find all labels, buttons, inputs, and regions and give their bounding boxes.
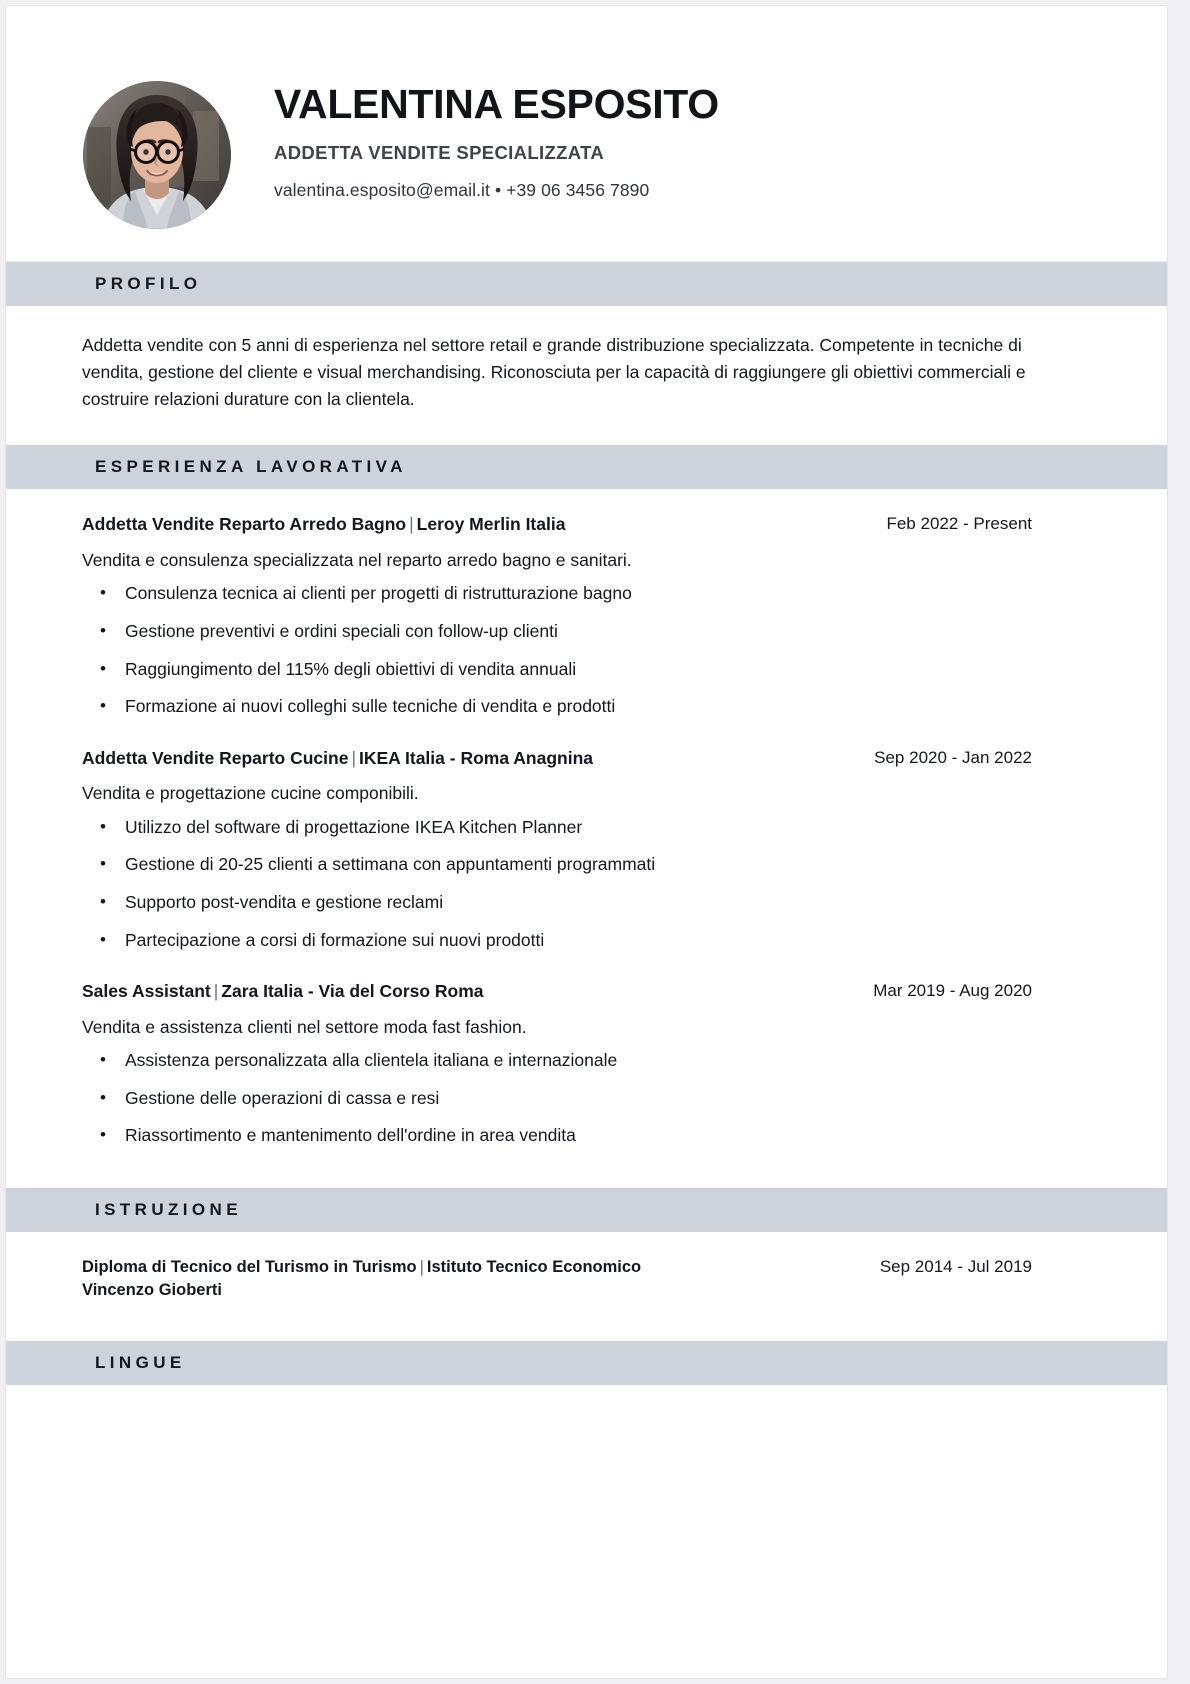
experience-entry [82, 980, 1032, 1148]
entry-title [82, 747, 854, 769]
entry-header [82, 747, 1032, 769]
bullet-icon: • [100, 854, 106, 874]
entry-role: Addetta Vendite Reparto Arredo Bagno [82, 514, 407, 535]
entry-title [82, 980, 853, 1002]
section-title: ISTRUZIONE [95, 1199, 242, 1219]
bullet-icon: • [100, 658, 106, 678]
contact-line: valentina.esposito@email.it • +39 06 3456 7890 [274, 179, 650, 200]
list-item [82, 1049, 1032, 1073]
entry-title [82, 1256, 642, 1302]
entry-bullet-list [82, 1049, 1032, 1148]
list-item [82, 891, 1032, 915]
entry-role: Sales Assistant [82, 981, 211, 1002]
section-title: ESPERIENZA LAVORATIVA [95, 457, 407, 477]
entry-bullet-list [82, 582, 1032, 719]
list-item-text: Assistenza personalizzata alla clientela italiana e internazionale [125, 1050, 618, 1071]
entry-separator: | [419, 1257, 424, 1276]
bullet-icon: • [100, 696, 106, 716]
list-item-text: Gestione delle operazioni di cassa e resi [125, 1087, 440, 1108]
list-item [82, 1124, 1032, 1148]
list-item [82, 658, 1032, 682]
list-item-text: Gestione di 20-25 clienti a settimana con appuntamenti programmati [125, 854, 656, 875]
job-title: ADDETTA VENDITE SPECIALIZZATA [274, 141, 605, 163]
bullet-icon: • [100, 620, 106, 640]
entry-company: IKEA Italia - Roma Anagnina [358, 747, 593, 768]
list-item [82, 929, 1032, 953]
list-item-text: Consulenza tecnica ai clienti per progetti di ristrutturazione bagno [125, 583, 632, 604]
list-item [82, 816, 1032, 840]
bullet-icon: • [100, 816, 106, 836]
entry-description: Vendita e assistenza clienti nel settore moda fast fashion. [82, 1016, 527, 1037]
bullet-icon: • [100, 1125, 106, 1145]
bullet-icon: • [100, 891, 106, 911]
section-title: LINGUE [95, 1353, 186, 1373]
list-item [82, 620, 1032, 644]
entry-header [82, 513, 1032, 535]
list-item-text: Supporto post-vendita e gestione reclami [125, 891, 444, 912]
entry-separator: | [409, 514, 414, 535]
avatar [83, 81, 231, 229]
experience-entry [82, 513, 1032, 718]
entry-dates: Sep 2020 - Jan 2022 [874, 747, 1032, 767]
experience-entry [82, 747, 1032, 952]
list-item-text: Gestione preventivi e ordini speciali con follow-up clienti [125, 620, 558, 641]
list-item-text: Riassortimento e mantenimento dell'ordine in area vendita [125, 1125, 576, 1146]
education-entry [82, 1256, 1032, 1302]
list-item-text: Utilizzo del software di progettazione IKEA Kitchen Planner [125, 816, 583, 837]
entry-dates: Mar 2019 - Aug 2020 [873, 981, 1032, 1001]
languages-section-body [6, 1385, 1167, 1509]
bullet-icon: • [100, 929, 106, 949]
entry-header [82, 1256, 1032, 1302]
section-header-lingue [6, 1341, 1167, 1385]
entry-dates: Sep 2014 - Jul 2019 [879, 1256, 1032, 1276]
entry-company: Zara Italia - Via del Corso Roma [221, 981, 484, 1002]
entry-separator: | [213, 981, 219, 1002]
list-item [82, 853, 1032, 877]
entry-separator: | [351, 747, 356, 768]
section-header-profilo [6, 262, 1167, 306]
entry-description: Vendita e consulenza specializzata nel reparto arredo bagno e sanitari. [82, 549, 632, 570]
entry-header [82, 980, 1032, 1002]
entry-school: Istituto Tecnico Economico Vincenzo Gioberti [82, 1257, 642, 1299]
profile-summary: Addetta vendite con 5 anni di esperienza nel settore retail e grande distribuzione specializzata. Competente in tecniche di vendita, gestione del cliente e visual merchandising. Riconosciuta per la capacità di raggiungere gli obiettivi commerciali e costruire relazioni durature con la clientela. [82, 335, 1026, 410]
list-item [82, 695, 1032, 719]
list-item-text: Formazione ai nuovi colleghi sulle tecniche di vendita e prodotti [125, 696, 616, 717]
education-section-body [6, 1232, 1167, 1342]
profile-section-body [6, 306, 1167, 445]
bullet-icon: • [100, 583, 106, 603]
resume-header [6, 6, 1167, 262]
section-header-istruzione [6, 1188, 1167, 1232]
page-title: VALENTINA ESPOSITO [274, 81, 719, 127]
entry-degree: Diploma di Tecnico del Turismo in Turismo [82, 1257, 417, 1276]
list-item [82, 582, 1032, 606]
bullet-icon: • [100, 1050, 106, 1070]
list-item [82, 1087, 1032, 1111]
section-header-esperienza [6, 445, 1167, 489]
header-text-block [274, 82, 1127, 201]
entry-dates: Feb 2022 - Present [886, 514, 1032, 534]
bullet-icon: • [100, 1087, 106, 1107]
entry-description: Vendita e progettazione cucine componibili. [82, 783, 419, 804]
list-item-text: Partecipazione a corsi di formazione sui nuovi prodotti [125, 929, 545, 950]
list-item-text: Raggiungimento del 115% degli obiettivi di vendita annuali [125, 658, 577, 679]
entry-bullet-list [82, 816, 1032, 953]
entry-company: Leroy Merlin Italia [416, 514, 566, 535]
experience-section-body [6, 489, 1167, 1188]
section-title: PROFILO [95, 274, 202, 293]
entry-role: Addetta Vendite Reparto Cucine [82, 747, 349, 768]
resume-page [5, 5, 1168, 1679]
entry-title [82, 513, 866, 535]
